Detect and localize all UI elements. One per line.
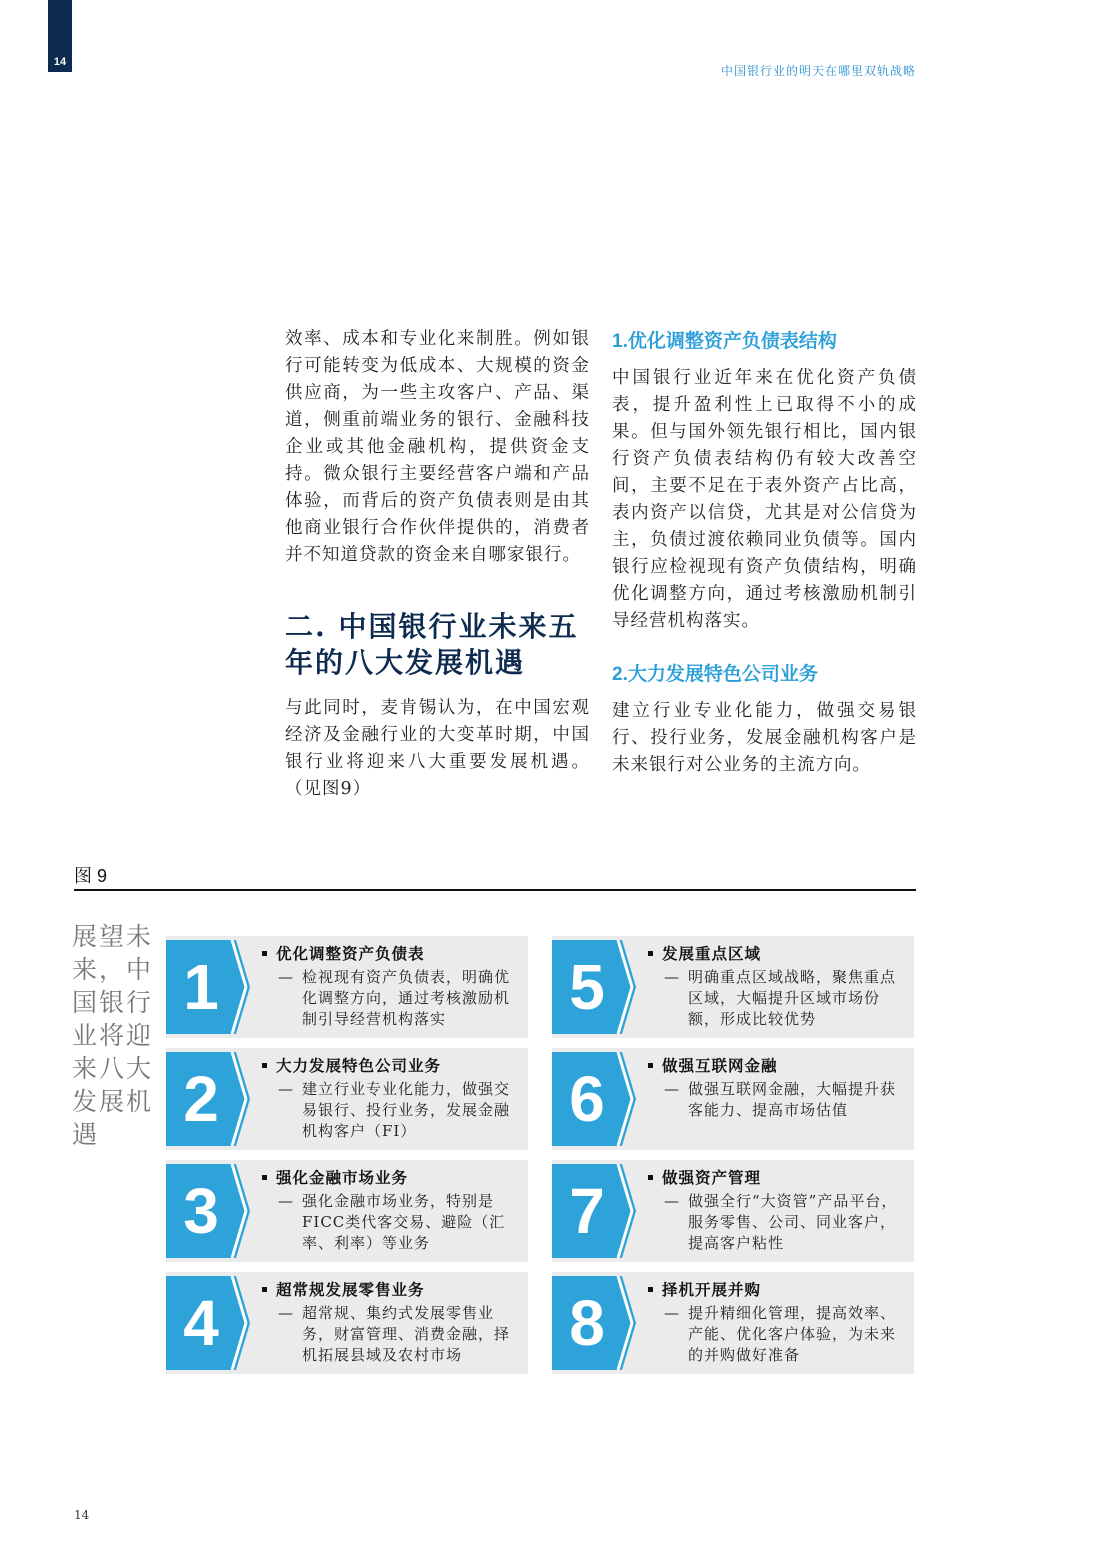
figure-side-title: 展望未来，中国银行业将迎来八大发展机遇 [72,922,154,1149]
card-number: 6 [569,1063,605,1135]
card-number: 2 [183,1063,219,1135]
card-number: 8 [569,1287,605,1359]
section-body: 与此同时，麦肯锡认为，在中国宏观经济及金融行业的大变革时期，中国银行业将迎来八大重要发展机遇。（见图9） [285,698,590,799]
card-content [648,944,908,1030]
card-title: 优化调整资产负债表 [262,944,522,964]
card-content [648,1280,908,1366]
card-description: — 明确重点区域战略，聚焦重点区域，大幅提升区域市场份额，形成比较优势 [648,967,908,1030]
running-title: 中国银行业的明天在哪里双轨战略 [720,64,916,78]
section-heading: 二. 中国银行业未来五年的八大发展机遇 [285,610,579,679]
card-description: — 检视现有资产负债表，明确优化调整方向，通过考核激励机制引导经营机构落实 [262,967,522,1030]
card-number-badge [166,1164,250,1258]
card-number: 3 [183,1175,219,1247]
card-title: 超常规发展零售业务 [262,1280,522,1300]
figure-label: 图 9 [74,866,108,886]
left-column [285,326,590,803]
opportunity-card [552,936,914,1038]
page-number: 14 [74,1508,90,1522]
card-number-badge [552,1276,636,1370]
card-number-badge [166,940,250,1034]
card-number: 5 [569,951,605,1023]
card-number: 4 [183,1287,219,1359]
card-number: 1 [183,951,219,1023]
right-column [612,326,917,779]
subheading-2-body: 建立行业专业化能力，做强交易银行、投行业务，发展金融机构客户是未来银行对公业务的主流方向。 [612,701,917,775]
card-content [262,1056,522,1142]
card-number-badge [552,1052,636,1146]
subheading-1: 1.优化调整资产负债表结构 [612,331,837,352]
subheading-1-body: 中国银行业近年来在优化资产负债表，提升盈利性上已取得不小的成果。但与国外领先银行相比，国内银行资产负债表结构仍有较大改善空间，主要不足在于表外资产占比高，表内资产以信贷，尤其是对公信贷为主，负债过渡依赖同业负债等。国内银行应检视现有资产负债结构，明确优化调整方向，通过考核激励机制引导经营机构落实。 [612,368,917,631]
card-description: — 强化金融市场业务，特别是FICC类代客交易、避险（汇率、利率）等业务 [262,1191,522,1254]
card-number: 7 [569,1175,605,1247]
opportunity-card [166,1048,528,1150]
card-number-badge [166,1276,250,1370]
card-content [648,1056,908,1121]
card-title: 发展重点区域 [648,944,908,964]
card-content [262,1168,522,1254]
card-description: — 做强全行“大资管”产品平台，服务零售、公司、同业客户，提高客户粘性 [648,1191,908,1254]
opportunity-card [166,936,528,1038]
card-description: — 建立行业专业化能力，做强交易银行、投行业务，发展金融机构客户（FI） [262,1079,522,1142]
subheading-2: 2.大力发展特色公司业务 [612,664,818,685]
card-title: 做强互联网金融 [648,1056,908,1076]
card-title: 择机开展并购 [648,1280,908,1300]
intro-paragraph: 效率、成本和专业化来制胜。例如银行可能转变为低成本、大规模的资金供应商，为一些主攻客户、产品、渠道，侧重前端业务的银行、金融科技企业或其他金融机构，提供资金支持。微众银行主要经营客户端和产品体验，而背后的资产负债表则是由其他商业银行合作伙伴提供的，消费者并不知道贷款的资金来自哪家银行。 [285,329,590,565]
card-content [262,1280,522,1366]
card-number-badge [552,1164,636,1258]
opportunity-card [552,1272,914,1374]
figure-divider [74,889,916,891]
opportunity-card [552,1048,914,1150]
card-number-badge [552,940,636,1034]
tab-page-number: 14 [53,56,67,68]
card-description: — 做强互联网金融，大幅提升获客能力、提高市场估值 [648,1079,908,1121]
card-number-badge [166,1052,250,1146]
opportunity-card [166,1272,528,1374]
card-title: 强化金融市场业务 [262,1168,522,1188]
opportunity-card [166,1160,528,1262]
card-description: — 超常规、集约式发展零售业务，财富管理、消费金融，择机拓展县域及农村市场 [262,1303,522,1366]
card-content [262,944,522,1030]
card-content [648,1168,908,1254]
card-title: 大力发展特色公司业务 [262,1056,522,1076]
card-description: — 提升精细化管理，提高效率、产能、优化客户体验，为未来的并购做好准备 [648,1303,908,1366]
card-title: 做强资产管理 [648,1168,908,1188]
opportunity-card [552,1160,914,1262]
page-tab [48,0,72,72]
